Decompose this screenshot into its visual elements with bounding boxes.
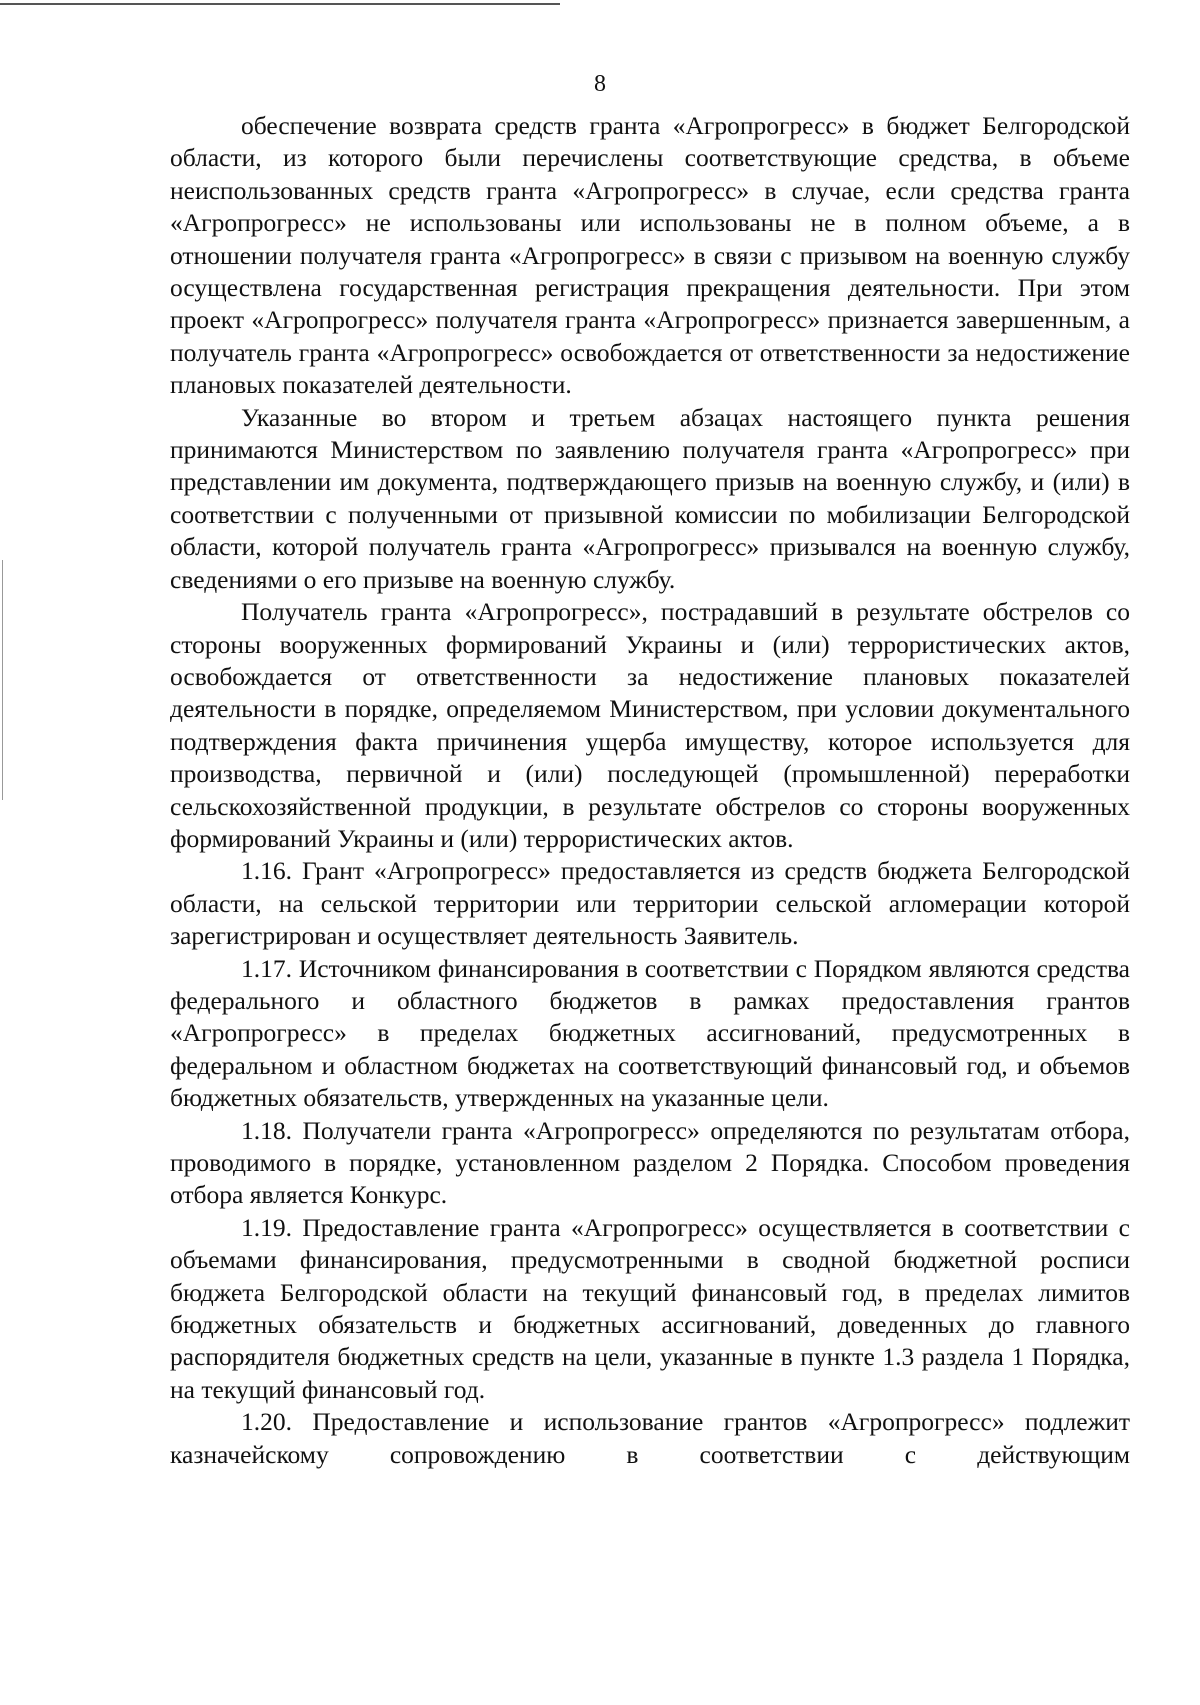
paragraph-1-16: 1.16. Грант «Агропрогресс» предоставляется из средств бюджета Белгородской области, на сельской территории или территории сельской агломерации которой зарегистрирован и осуществляет деятельность Заявитель. — [170, 856, 1130, 951]
scan-edge-line-left — [2, 560, 3, 800]
page-number: 8 — [594, 71, 606, 97]
scan-edge-line-top — [0, 3, 560, 5]
paragraph-grant-refund: обеспечение возврата средств гранта «Агропрогресс» в бюджет Белгородской области, из которого были перечислены соответствующие средства, в объеме неиспользованных средств гранта «Агропрогресс» в случае, если средства гранта «Агропрогресс» не использованы или использованы не в полном объеме, а в отношении получателя гранта «Агропрогресс» в связи с призывом на военную службу осуществлена государственная регистрация прекращения деятельности. При этом проект «Агропрогресс» получателя гранта «Агропрогресс» признается завершенным, а получатель гранта «Агропрогресс» освобождается от ответственности за недостижение плановых показателей деятельности. — [170, 111, 1130, 400]
paragraph-ministry-decisions: Указанные во втором и третьем абзацах настоящего пункта решения принимаются Министерством по заявлению получателя гранта «Агропрогресс» при представлении им документа, подтверждающего призыв на военную службу, и (или) в соответствии с полученными от призывной комиссии по мобилизации Белгородской области, которой получатель гранта «Агропрогресс» призывался на военную службу, сведениями о его призыве на военную службу. — [170, 402, 1130, 594]
paragraph-1-20: 1.20. Предоставление и использование грантов «Агропрогресс» подлежит казначейскому сопровождению в соответствии с действующим — [170, 1407, 1130, 1469]
paragraph-1-17: 1.17. Источником финансирования в соответствии с Порядком являются средства федерального и областного бюджетов в рамках предоставления грантов «Агропрогресс» в пределах бюджетных ассигнований, предусмотренных в федеральном и областном бюджетах на соответствующий финансовый год, и объемов бюджетных обязательств, утвержденных на указанные цели. — [170, 953, 1130, 1113]
paragraph-shelling-exemption: Получатель гранта «Агропрогресс», пострадавший в результате обстрелов со стороны вооруженных формирований Украины и (или) террористических актов, освобождается от ответственности за недостижение плановых показателей деятельности в порядке, определяемом Министерством, при условии документального подтверждения факта причинения ущерба имуществу, которое используется для производства, первичной и (или) последующей (промышленной) переработки сельскохозяйственной продукции, в результате обстрелов со стороны вооруженных формирований Украины и (или) террористических актов. — [170, 597, 1130, 853]
document-body — [170, 110, 1130, 1471]
paragraph-1-18: 1.18. Получатели гранта «Агропрогресс» определяются по результатам отбора, проводимого в порядке, установленном разделом 2 Порядка. Способом проведения отбора является Конкурс. — [170, 1115, 1130, 1210]
paragraph-1-19: 1.19. Предоставление гранта «Агропрогресс» осуществляется в соответствии с объемами финансирования, предусмотренными в сводной бюджетной росписи бюджета Белгородской области на текущий финансовый год, в пределах лимитов бюджетных обязательств и бюджетных ассигнований, доведенных до главного распорядителя бюджетных средств на цели, указанные в пункте 1.3 раздела 1 Порядка, на текущий финансовый год. — [170, 1212, 1130, 1404]
